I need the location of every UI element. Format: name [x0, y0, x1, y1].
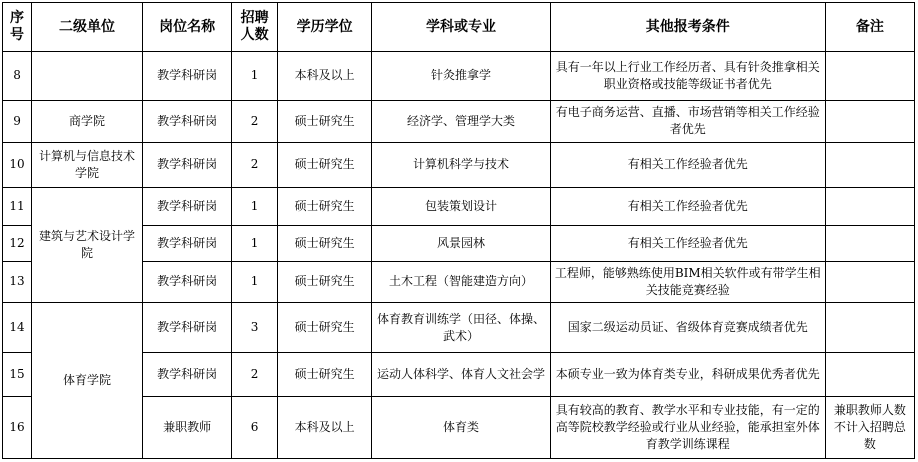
unit-sports: 体育学院 — [32, 302, 143, 458]
row-no: 16 — [3, 397, 32, 459]
row-no: 13 — [3, 261, 32, 302]
row-conditions: 有相关工作经验者优先 — [550, 142, 825, 187]
row-count: 1 — [232, 225, 278, 261]
row-education: 硕士研究生 — [277, 142, 371, 187]
row-major: 针灸推拿学 — [372, 52, 550, 100]
row-education: 硕士研究生 — [277, 302, 371, 352]
row-education: 硕士研究生 — [277, 225, 371, 261]
row-count: 1 — [232, 261, 278, 302]
header-count: 招聘人数 — [232, 3, 278, 52]
row-conditions: 有电子商务运营、直播、市场营销等相关工作经验者优先 — [550, 100, 825, 142]
row-major: 风景园林 — [372, 225, 550, 261]
row-education: 硕士研究生 — [277, 100, 371, 142]
row-no: 14 — [3, 302, 32, 352]
recruitment-table — [2, 2, 915, 459]
table-row — [3, 187, 915, 225]
row-conditions: 有相关工作经验者优先 — [550, 187, 825, 225]
unit-business: 商学院 — [32, 100, 143, 142]
header-no: 序号 — [3, 3, 32, 52]
row-position: 教学科研岗 — [143, 100, 232, 142]
row-remarks — [825, 353, 914, 397]
row-remarks — [825, 302, 914, 352]
row-position: 兼职教师 — [143, 397, 232, 459]
row-conditions: 国家二级运动员证、省级体育竞赛成绩者优先 — [550, 302, 825, 352]
row-no: 15 — [3, 353, 32, 397]
row-remarks — [825, 225, 914, 261]
row-education: 本科及以上 — [277, 52, 371, 100]
row-count: 2 — [232, 353, 278, 397]
row-position: 教学科研岗 — [143, 353, 232, 397]
row-major: 体育类 — [372, 397, 550, 459]
row-unit — [32, 52, 143, 100]
row-major: 体育教育训练学（田径、体操、武术） — [372, 302, 550, 352]
row-no: 9 — [3, 100, 32, 142]
row-count: 2 — [232, 142, 278, 187]
row-conditions: 具有较高的教育、教学水平和专业技能，有一定的高等院校教学经验或行业从业经验，能承担室外体育教学训练课程 — [550, 397, 825, 459]
row-conditions: 有相关工作经验者优先 — [550, 225, 825, 261]
row-position: 教学科研岗 — [143, 302, 232, 352]
row-conditions: 工程师，能够熟练使用BIM相关软件或有带学生相关技能竞赛经验 — [550, 261, 825, 302]
header-conditions: 其他报考条件 — [550, 3, 825, 52]
row-remarks — [825, 100, 914, 142]
header-row — [3, 3, 915, 52]
table-row — [3, 302, 915, 352]
row-position: 教学科研岗 — [143, 225, 232, 261]
unit-computer: 计算机与信息技术学院 — [32, 142, 143, 187]
row-position: 教学科研岗 — [143, 187, 232, 225]
row-count: 1 — [232, 52, 278, 100]
row-no: 8 — [3, 52, 32, 100]
row-remarks — [825, 261, 914, 302]
row-remarks — [825, 52, 914, 100]
row-count: 6 — [232, 397, 278, 459]
row-education: 硕士研究生 — [277, 353, 371, 397]
row-no: 11 — [3, 187, 32, 225]
row-major: 运动人体科学、体育人文社会学 — [372, 353, 550, 397]
row-remarks: 兼职教师人数不计入招聘总数 — [825, 397, 914, 459]
row-position: 教学科研岗 — [143, 261, 232, 302]
header-unit: 二级单位 — [32, 3, 143, 52]
row-major: 经济学、管理学大类 — [372, 100, 550, 142]
table-row — [3, 52, 915, 100]
row-count: 1 — [232, 187, 278, 225]
header-major: 学科或专业 — [372, 3, 550, 52]
row-no: 12 — [3, 225, 32, 261]
row-position: 教学科研岗 — [143, 52, 232, 100]
unit-architecture: 建筑与艺术设计学院 — [32, 187, 143, 302]
row-remarks — [825, 142, 914, 187]
row-conditions: 具有一年以上行业工作经历者、具有针灸推拿相关职业资格或技能等级证书者优先 — [550, 52, 825, 100]
row-remarks — [825, 187, 914, 225]
row-position: 教学科研岗 — [143, 142, 232, 187]
table-row — [3, 100, 915, 142]
row-count: 3 — [232, 302, 278, 352]
row-education: 本科及以上 — [277, 397, 371, 459]
header-education: 学历学位 — [277, 3, 371, 52]
row-education: 硕士研究生 — [277, 261, 371, 302]
header-remarks: 备注 — [825, 3, 914, 52]
row-major: 包装策划设计 — [372, 187, 550, 225]
row-no: 10 — [3, 142, 32, 187]
table-row — [3, 142, 915, 187]
row-conditions: 本硕专业一致为体育类专业，科研成果优秀者优先 — [550, 353, 825, 397]
row-count: 2 — [232, 100, 278, 142]
header-position: 岗位名称 — [143, 3, 232, 52]
row-major: 计算机科学与技术 — [372, 142, 550, 187]
row-major: 土木工程（智能建造方向） — [372, 261, 550, 302]
row-education: 硕士研究生 — [277, 187, 371, 225]
